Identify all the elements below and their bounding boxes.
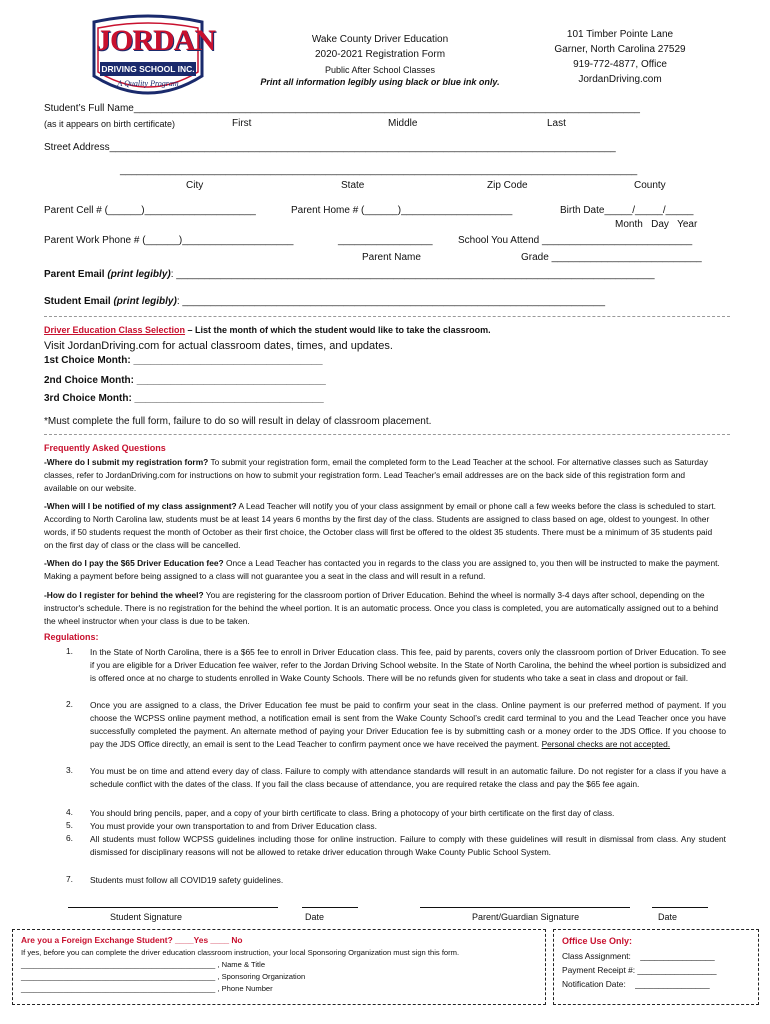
parent-email-label: Parent Email [44, 269, 105, 280]
regulation-text: You should bring pencils, paper, and a copy of your birth certificate to class. Bring a photocopy of your birth certificate on the first day of class. [90, 808, 615, 818]
regulation-number: 7. [66, 874, 73, 884]
office-use-title: Office Use Only: [562, 936, 633, 946]
faq-question: -How do I register for behind the wheel? [44, 590, 204, 600]
parent-name-label: Parent Name [362, 252, 421, 263]
choice-1-field[interactable]: 1st Choice Month: __________________________________ [44, 355, 323, 366]
faq-question: -When will I be notified of my class assignment? [44, 501, 237, 511]
header-title-3: Public After School Classes [324, 65, 436, 75]
class-assignment-field[interactable]: Class Assignment: ________________ [562, 951, 715, 961]
foreign-exchange-box [12, 929, 546, 1005]
regulation-text: Students must follow all COVID19 safety guidelines. [90, 875, 284, 885]
grade-field[interactable]: Grade ___________________________ [521, 252, 702, 263]
state-label: State [341, 180, 365, 191]
sponsor-name-field[interactable]: ______________________________________________ , Name & Title [21, 960, 266, 969]
regulation-checks-note: Personal checks are not accepted. [541, 739, 671, 749]
regulation-number: 2. [66, 699, 73, 709]
parent-date-label: Date [658, 912, 678, 922]
school-attend-field[interactable]: School You Attend ___________________________ [458, 235, 693, 246]
parent-home-field[interactable]: Parent Home # (______)____________________ [291, 205, 513, 216]
student-email-hint: (print legibly) [113, 296, 177, 307]
faq-item-submit [44, 456, 720, 495]
faq-answer: To submit your registration form, email the completed form to the Lead Teacher at the school. For alternative classes such as Saturday classes, refer to JordanDriving.com for instructions on how to submit your registration form. Lead Teacher's email addresses are on the back side of this registration form and available on our website. [44, 457, 708, 493]
street-address-line-2[interactable]: _____________________________________________________________________________________________ [120, 165, 638, 176]
office-use-box [553, 929, 759, 1005]
student-signature-line[interactable] [68, 907, 278, 908]
last-name-label: Last [547, 118, 566, 129]
office-phone: 919-772-4877, Office [573, 59, 667, 70]
faq-question: -When do I pay the $65 Driver Education fee? [44, 558, 224, 568]
website: JordanDriving.com [578, 74, 662, 85]
student-email-label: Student Email [44, 296, 111, 307]
city-label: City [186, 180, 204, 191]
parent-work-phone-field[interactable]: Parent Work Phone # (______)____________________ [44, 235, 294, 246]
student-date-label: Date [305, 912, 325, 922]
choice-3-field[interactable]: 3rd Choice Month: __________________________________ [44, 393, 324, 404]
student-full-name-field[interactable]: Student’s Full Name___________________________________________________________________________________________ [44, 103, 640, 114]
header-title-2: 2020-2021 Registration Form [314, 49, 446, 60]
faq-item-payment [44, 557, 720, 583]
regulation-text: Once you are assigned to a class, the Driver Education fee must be paid to confirm your seat in the class. Online payment is our preferred method of payment. If you choose the WCPSS online payment method, a notification email is sent from the Wake County School’s credit card terminal to you and the Lead Teacher once you have successfully completed the payment. An alternate method of paying your Driver Education fee is by submitting cash or a money order to the JDS Office. If you choose to pay the JDS Office directly, an email is sent to the Lead Teacher to confirm payment once we have received the payment. [90, 700, 726, 749]
first-name-label: First [232, 118, 252, 129]
parent-email-line: : ______________________________________________________________________________________ [170, 269, 655, 280]
class-selection-heading [44, 325, 491, 335]
street-address-field[interactable]: Street Address___________________________________________________________________________________________ [44, 142, 616, 153]
foreign-exchange-question[interactable]: Are you a Foreign Exchange Student? ____Yes ____ No [21, 935, 243, 945]
parent-date-line[interactable] [652, 907, 708, 908]
regulation-text: All students must follow WCPSS guidelines including those for online instruction. Failure to comply with these guidelines will result in dismissal from class. Any student dismissed for disciplinary reasons will not be allowed to retake driver education through Wake County Public School System. [90, 834, 726, 857]
divider [44, 316, 730, 317]
class-selection-instruction: – List the month of which the student would like to take the classroom. [185, 325, 491, 335]
header-title-1: Wake County Driver Education [311, 34, 449, 45]
student-date-line[interactable] [302, 907, 358, 908]
choice-2-field[interactable]: 2nd Choice Month: __________________________________ [44, 375, 326, 386]
divider [44, 434, 730, 435]
regulation-number: 4. [66, 807, 73, 817]
middle-name-label: Middle [388, 118, 418, 129]
birth-cert-note: (as it appears on birth certificate) [44, 119, 176, 129]
faq-answer: A Lead Teacher will notify you of your class assignment by email or phone call a few weeks before the class is scheduled to start. According to North Carolina law, students must be at least 14 years 6 months by the first day of the class. Students are assigned to class based on age, oldest to youngest. In other words, if 50 students request the month of October as their first choice, the October class will first be offered to the oldest 35 students. There must be a minimum of 35 students paid on the first day of class or the class will be cancelled. [44, 501, 716, 550]
class-selection-title: Driver Education Class Selection [44, 325, 186, 335]
regulation-text: In the State of North Carolina, there is a $65 fee to enroll in Driver Education class. This fee, paid by parents, covers only the classroom portion of Driver Education. To see if you are eligible for a Driver Education fee waiver, refer to the Jordan Driving School website. In the State of North Carolina, the behind the wheel portion is subsidized and is offered once at no charge to students enrolled in Wake County Schools. There will be no refunds given for students who take a seat in class and dropout or fail. [90, 647, 726, 683]
regulation-number: 5. [66, 820, 73, 830]
jordan-logo [88, 14, 215, 104]
regulation-number: 3. [66, 765, 73, 775]
parent-name-field[interactable]: _________________ [338, 235, 433, 246]
address-line-1: 101 Timber Pointe Lane [566, 29, 674, 40]
logo-brand: JORDAN [96, 24, 215, 57]
parent-signature-label: Parent/Guardian Signature [472, 912, 580, 922]
zip-label: Zip Code [487, 180, 528, 191]
student-email-line: : ____________________________________________________________________________ [176, 296, 606, 307]
regulation-number: 1. [66, 646, 73, 656]
regulation-number: 6. [66, 833, 73, 843]
parent-cell-field[interactable]: Parent Cell # (______)____________________ [44, 205, 256, 216]
student-signature-label: Student Signature [110, 912, 183, 922]
faq-question: -Where do I submit my registration form? [44, 457, 209, 467]
sponsor-organization-field[interactable]: ______________________________________________ , Sponsoring Organization [21, 972, 306, 981]
parent-email-field[interactable] [44, 269, 655, 280]
birth-date-format: Month Day Year [615, 219, 698, 230]
faq-heading: Frequently Asked Questions [44, 443, 166, 453]
regulation-text: You must be on time and attend every day of class. Failure to comply with attendance standards will result in an automatic failure. Do not register for a class if you have a schedule conflict with the dates of the class. If you fail the class because of attendance, you are required retake the class and pay the $65 fee again. [90, 766, 726, 789]
birth-date-field[interactable]: Birth Date_____/_____/_____ [560, 205, 694, 216]
parent-email-hint: (print legibly) [107, 269, 171, 280]
foreign-exchange-note: If yes, before you can complete the driver education classroom instruction, your local Sponsoring Organization must sign this form. [21, 948, 460, 957]
parent-signature-line[interactable] [420, 907, 630, 908]
must-complete-note: *Must complete the full form, failure to do so will result in delay of classroom placement. [44, 416, 432, 427]
sponsor-phone-field[interactable]: ______________________________________________ , Phone Number [21, 984, 273, 993]
county-label: County [634, 180, 666, 191]
address-line-2: Garner, North Carolina 27529 [554, 44, 686, 55]
logo-tagline: A Quality Program [117, 79, 179, 88]
student-email-field[interactable] [44, 296, 605, 307]
logo-sub: DRIVING SCHOOL INC. [101, 64, 195, 74]
header-instruction: Print all information legibly using black or blue ink only. [260, 77, 500, 87]
faq-item-behind-wheel [44, 589, 720, 628]
faq-item-notified [44, 500, 720, 552]
payment-receipt-field[interactable]: Payment Receipt #: _________________ [562, 965, 717, 975]
notification-date-field[interactable]: Notification Date: ________________ [562, 979, 710, 989]
regulation-item-2 [90, 699, 726, 751]
faq-answer: Once a Lead Teacher has contacted you in regards to the class you are assigned to, you then will be instructed to make the payment. Making a payment before being assigned to a class will not guarantee you a seat in the class and will result in a refund. [44, 558, 720, 581]
faq-answer: You are registering for the classroom portion of Driver Education. Behind the wheel is normally 3-4 days after school, depending on the instructor's schedule. There is no registration for the behind the wheel portion. It is an automatic process. Once you class is completed, you are automatically assigned out to a behind the wheel instructor when your class is due to be taken. [44, 590, 719, 626]
visit-website-note: Visit JordanDriving.com for actual classroom dates, times, and updates. [44, 340, 393, 352]
regulation-text: You must provide your own transportation to and from Driver Education class. [90, 821, 377, 831]
regulations-heading: Regulations: [44, 632, 99, 642]
